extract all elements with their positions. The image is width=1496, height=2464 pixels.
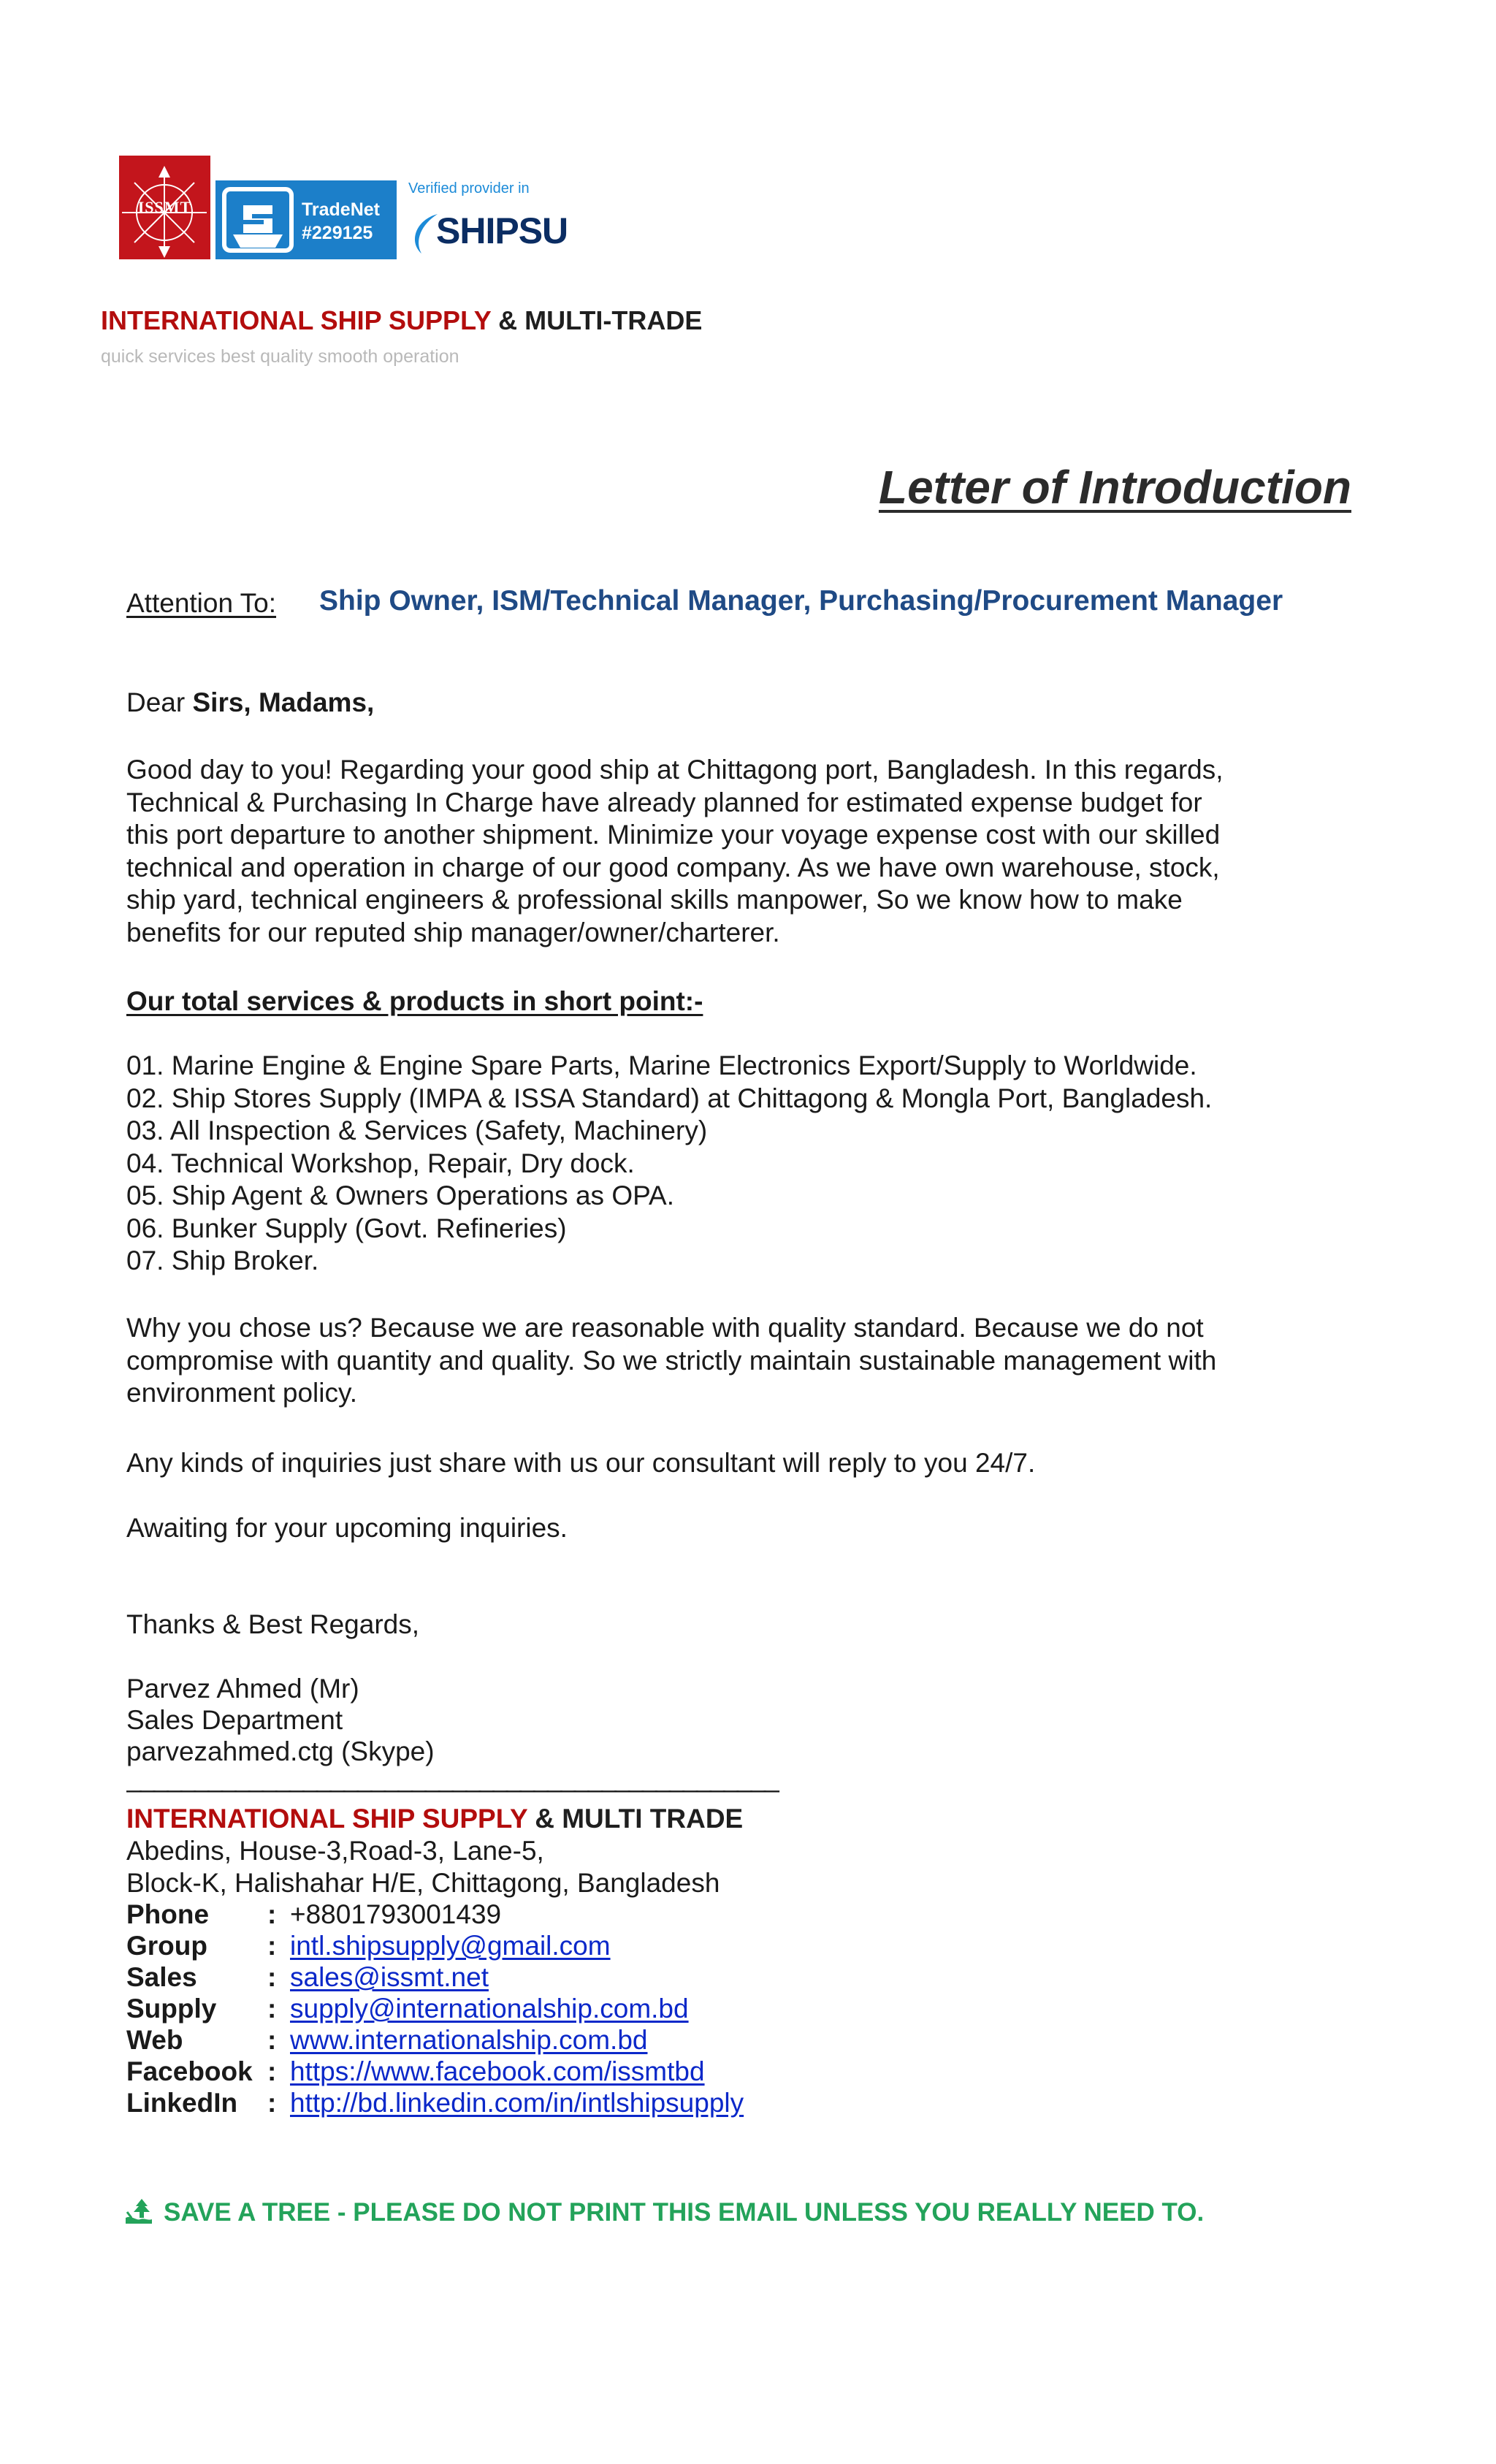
address-line: Abedins, House-3,Road-3, Lane-5, (126, 1836, 544, 1866)
contact-label: Phone (126, 1899, 210, 1929)
intro-line: ship yard, technical engineers & professional skills manpower, So we know how to make (126, 885, 1183, 915)
tagline: quick services best quality smooth operation (101, 346, 459, 367)
issmt-logo-text: ISSMT (137, 198, 192, 216)
why-us-paragraph (126, 1312, 1368, 1410)
list-item: 06. Bunker Supply (Govt. Refineries) (126, 1213, 567, 1243)
supply-email-link[interactable]: supply@internationalship.com.bd (290, 1994, 689, 2024)
tradenet-number: #229125 (302, 223, 373, 243)
signature-company (126, 1804, 743, 1834)
inquiries-paragraph: Any kinds of inquiries just share with us our consultant will reply to you 24/7. (126, 1448, 1036, 1478)
shipsu-wordmark: SHIPSU (436, 210, 568, 251)
contact-label: Web (126, 2025, 183, 2055)
company-name-red: INTERNATIONAL SHIP SUPPLY (101, 305, 492, 335)
why-line: compromise with quantity and quality. So we strictly maintain sustainable management with (126, 1345, 1217, 1376)
tree-icon (124, 2196, 153, 2225)
services-heading: Our total services & products in short point:- (126, 986, 703, 1016)
tradenet-label: TradeNet (302, 199, 380, 220)
intro-line: this port departure to another shipment. Minimize your voyage expense cost with our skilled (126, 820, 1221, 850)
address-block (126, 1835, 720, 1899)
contact-colon: : (267, 2056, 277, 2086)
contact-label: Group (126, 1931, 207, 1961)
list-item: 02. Ship Stores Supply (IMPA & ISSA Standard) at Chittagong & Mongla Port, Bangladesh. (126, 1083, 1213, 1113)
signer-department: Sales Department (126, 1705, 343, 1735)
logo-bar (119, 156, 587, 259)
list-item: 07. Ship Broker. (126, 1246, 319, 1275)
issmt-logo (119, 156, 210, 259)
sales-email-link[interactable]: sales@issmt.net (290, 1962, 489, 1992)
website-link[interactable]: www.internationalship.com.bd (290, 2025, 648, 2055)
salutation (126, 687, 1368, 720)
contact-label: LinkedIn (126, 2088, 238, 2118)
contact-label: Sales (126, 1962, 197, 1992)
list-item: 05. Ship Agent & Owners Operations as OPA. (126, 1180, 674, 1210)
why-line: Why you chose us? Because we are reasonable with quality standard. Because we do not (126, 1313, 1204, 1343)
intro-paragraph (126, 754, 1368, 949)
group-email-link[interactable]: intl.shipsupply@gmail.com (290, 1931, 611, 1961)
signature-divider: ________________________________________________ (126, 1763, 778, 1793)
signer-name: Parvez Ahmed (Mr) (126, 1674, 359, 1704)
salutation-prefix: Dear (126, 687, 193, 717)
signer-skype: parvezahmed.ctg (Skype) (126, 1736, 435, 1766)
contact-label: Supply (126, 1994, 217, 2024)
list-item: 01. Marine Engine & Engine Spare Parts, Marine Electronics Export/Supply to Worldwide. (126, 1050, 1197, 1080)
contact-colon: : (267, 1994, 277, 2024)
tradenet-badge (215, 180, 397, 259)
contact-colon: : (267, 1962, 277, 1992)
signature-company-suffix: & MULTI TRADE (527, 1804, 744, 1834)
letter-title: Letter of Introduction (878, 461, 1351, 514)
save-tree-notice (124, 2196, 1204, 2227)
facebook-link[interactable]: https://www.facebook.com/issmtbd (290, 2056, 705, 2086)
why-line: environment policy. (126, 1378, 358, 1408)
ship-emblem-icon (221, 186, 294, 253)
contact-label: Facebook (126, 2056, 253, 2086)
signature-company-red: INTERNATIONAL SHIP SUPPLY (126, 1804, 527, 1834)
company-name-suffix: & MULTI-TRADE (491, 305, 703, 335)
attention-recipients: Ship Owner, ISM/Technical Manager, Purchasing/Procurement Manager (319, 585, 1283, 617)
intro-line: benefits for our reputed ship manager/owner/charterer. (126, 917, 780, 947)
intro-line: technical and operation in charge of our good company. As we have own warehouse, stock, (126, 852, 1220, 882)
intro-line: Good day to you! Regarding your good ship at Chittagong port, Bangladesh. In this regards, (126, 755, 1224, 785)
shipsu-verified-text: Verified provider in (408, 180, 530, 197)
list-item: 03. All Inspection & Services (Safety, Machinery) (126, 1115, 708, 1145)
services-list (126, 1050, 1368, 1278)
salutation-recipients: Sirs, Madams, (192, 687, 375, 717)
company-heading (101, 305, 702, 336)
intro-line: Technical & Purchasing In Charge have already planned for estimated expense budget for (126, 787, 1202, 817)
shipsu-badge (408, 180, 587, 259)
contact-colon: : (267, 1899, 277, 1929)
closing: Thanks & Best Regards, (126, 1609, 420, 1639)
linkedin-link[interactable]: http://bd.linkedin.com/in/intlshipsupply (290, 2088, 744, 2118)
signer-block (126, 1673, 1368, 1767)
contact-colon: : (267, 2025, 277, 2055)
phone-number: +8801793001439 (290, 1899, 502, 1929)
save-tree-text: SAVE A TREE - PLEASE DO NOT PRINT THIS EMAIL UNLESS YOU REALLY NEED TO. (164, 2198, 1205, 2227)
contact-colon: : (267, 1931, 277, 1961)
contact-colon: : (267, 2088, 277, 2118)
awaiting-paragraph: Awaiting for your upcoming inquiries. (126, 1513, 568, 1543)
attention-label: Attention To: (126, 588, 277, 618)
address-line: Block-K, Halishahar H/E, Chittagong, Bangladesh (126, 1868, 720, 1898)
attention-line (126, 585, 1283, 619)
list-item: 04. Technical Workshop, Repair, Dry dock. (126, 1148, 635, 1178)
